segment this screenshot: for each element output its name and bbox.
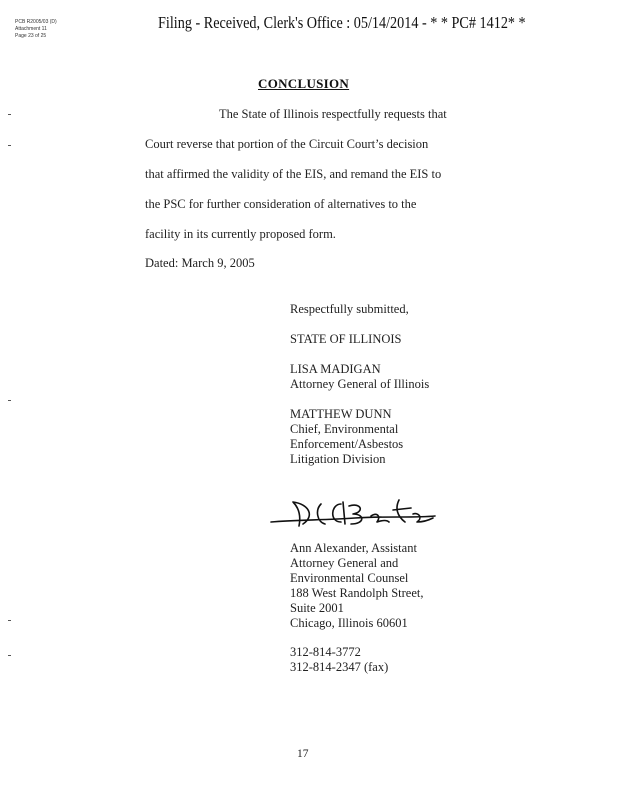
signer-line: Ann Alexander, Assistant	[290, 541, 417, 555]
body-line: that affirmed the validity of the EIS, and remand the EIS to	[145, 167, 442, 181]
scan-mark	[8, 655, 11, 656]
chief-block	[290, 407, 403, 467]
scan-mark	[8, 145, 11, 146]
stamp-line-2: Attachment 11	[15, 26, 47, 32]
scan-mark	[8, 400, 11, 401]
scan-mark	[8, 114, 11, 115]
signer-line: Suite 2001	[290, 601, 344, 615]
phone-number: 312-814-3772	[290, 645, 361, 659]
attorney-general-block	[290, 362, 429, 392]
signer-line: 188 West Randolph Street,	[290, 586, 424, 600]
conclusion-heading: CONCLUSION	[258, 76, 350, 91]
contact-block	[290, 645, 388, 675]
body-line: facility in its currently proposed form.	[145, 227, 336, 241]
body-line: The State of Illinois respectfully requests that	[219, 107, 447, 121]
chief-title-line: Enforcement/Asbestos	[290, 437, 404, 451]
page-number: 17	[297, 748, 309, 760]
body-line: the PSC for further consideration of alternatives to the	[145, 197, 417, 211]
scan-mark	[8, 620, 11, 621]
fax-number: 312-814-2347 (fax)	[290, 660, 389, 674]
stamp-line-1: PCB R2005/03 (D)	[15, 19, 57, 25]
handwritten-signature	[265, 494, 440, 534]
signer-line: Environmental Counsel	[290, 571, 409, 585]
body-line: Court reverse that portion of the Circuit Court’s decision	[145, 137, 429, 151]
filing-header: Filing - Received, Clerk's Office : 05/14/2014 - * * PC# 1412* *	[158, 13, 526, 32]
ag-name: LISA MADIGAN	[290, 362, 381, 376]
party-name: STATE OF ILLINOIS	[290, 332, 402, 346]
chief-title-line: Chief, Environmental	[290, 422, 399, 436]
signer-line: Chicago, Illinois 60601	[290, 616, 408, 630]
closing-text: Respectfully submitted,	[290, 302, 409, 316]
ag-title: Attorney General of Illinois	[290, 377, 430, 391]
chief-name: MATTHEW DUNN	[290, 407, 392, 421]
stamp-line-3: Page 23 of 25	[15, 33, 47, 39]
signer-line: Attorney General and	[290, 556, 399, 570]
signer-block	[290, 541, 423, 631]
dated-line: Dated: March 9, 2005	[145, 256, 255, 270]
chief-title-line: Litigation Division	[290, 452, 386, 466]
